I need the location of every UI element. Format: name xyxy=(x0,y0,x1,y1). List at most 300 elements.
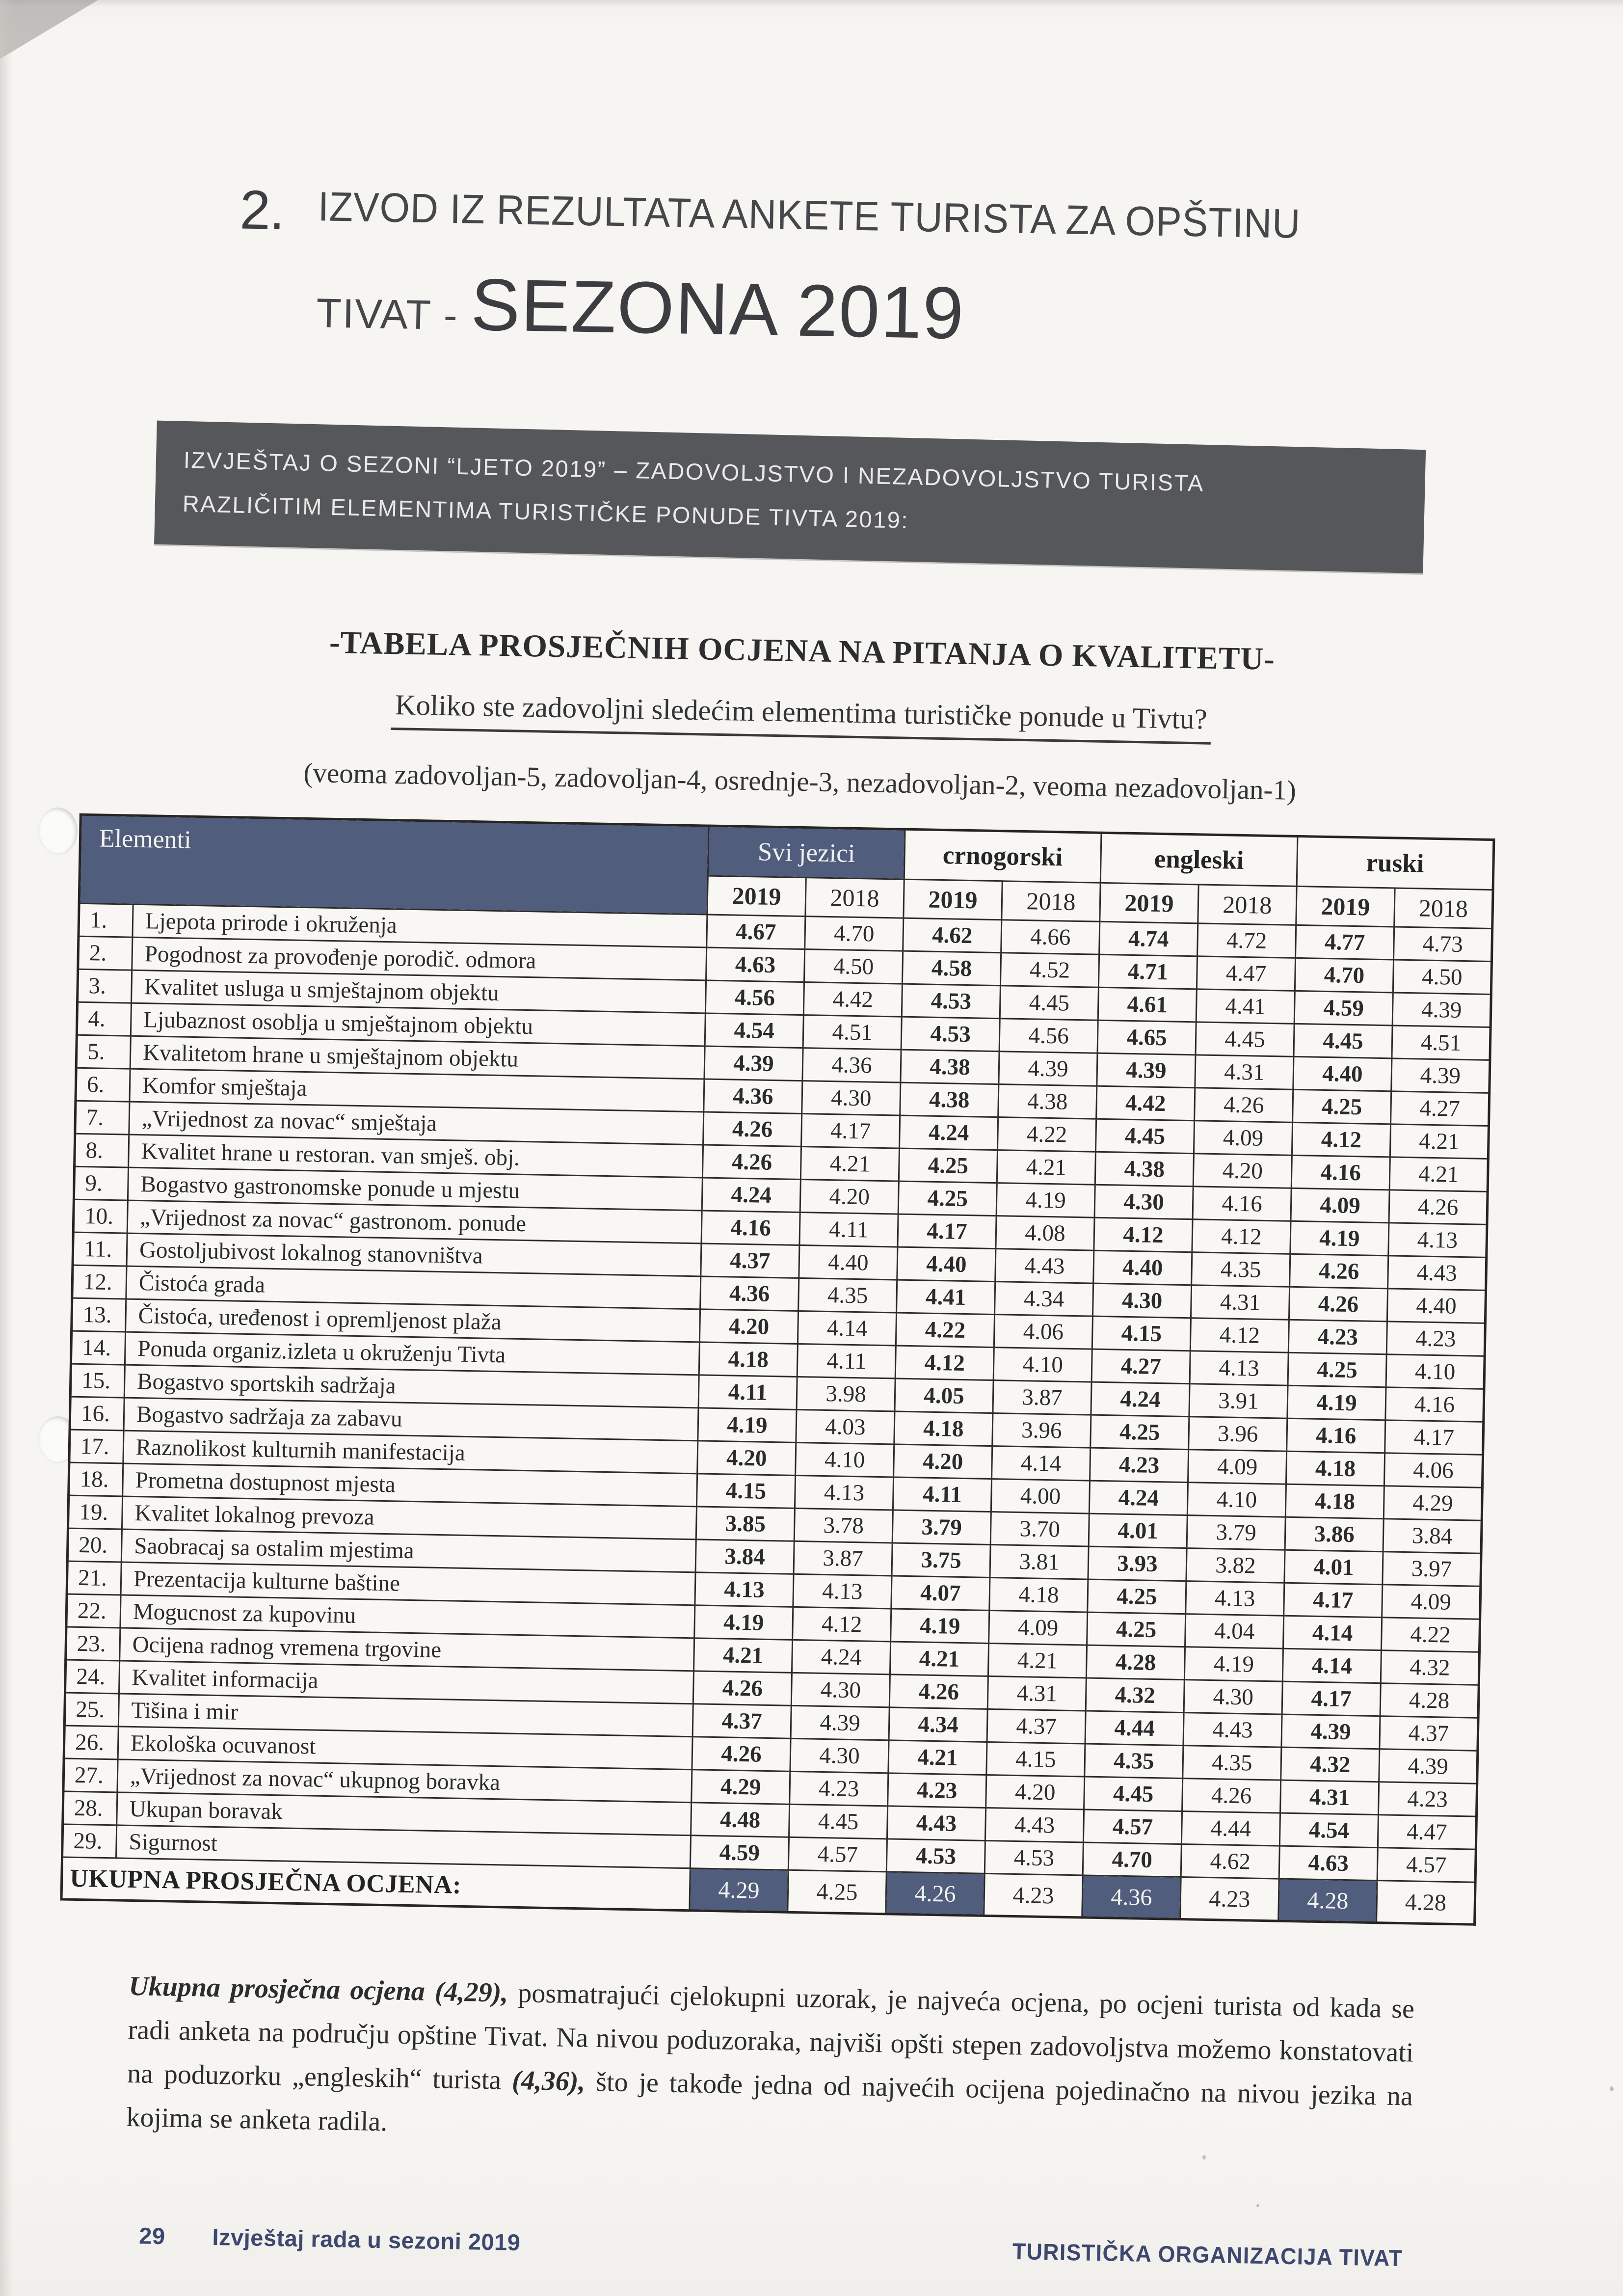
rating-value: 4.12 xyxy=(1192,1219,1291,1254)
rating-value: 4.37 xyxy=(1380,1716,1478,1751)
ratings-table xyxy=(60,813,1495,1926)
rating-value: 3.84 xyxy=(695,1540,794,1574)
rating-value: 4.26 xyxy=(1290,1254,1388,1289)
row-number: 12. xyxy=(72,1266,127,1299)
rating-value: 4.23 xyxy=(1090,1448,1189,1483)
rating-value: 4.14 xyxy=(798,1311,896,1346)
year-header: 2019 xyxy=(904,880,1002,920)
rating-value: 4.05 xyxy=(895,1378,993,1413)
rating-value: 4.41 xyxy=(897,1280,995,1315)
total-value: 4.36 xyxy=(1082,1875,1181,1919)
row-label: Kvalitet informacija xyxy=(119,1661,693,1704)
row-number: 13. xyxy=(72,1298,126,1332)
title-line-1: IZVOD IZ REZULTATA ANKETE TURISTA ZA OPŠTINU xyxy=(318,183,1302,247)
rating-value: 4.10 xyxy=(796,1443,894,1478)
rating-value: 4.17 xyxy=(801,1114,900,1149)
rating-value: 4.71 xyxy=(1098,955,1197,990)
rating-value: 4.38 xyxy=(900,1082,999,1117)
page-footer xyxy=(139,2222,1403,2272)
rating-value: 4.25 xyxy=(1091,1415,1189,1450)
rating-value: 4.43 xyxy=(995,1249,1094,1284)
rating-value: 4.74 xyxy=(1099,922,1198,957)
rating-value: 4.45 xyxy=(1294,1024,1392,1059)
rating-value: 4.38 xyxy=(901,1050,999,1085)
row-number: 2. xyxy=(78,937,133,971)
year-header: 2018 xyxy=(805,878,904,918)
rating-value: 4.12 xyxy=(793,1607,891,1642)
scan-speckle xyxy=(1610,2086,1614,2091)
rating-value: 4.26 xyxy=(889,1675,988,1709)
question-wrap xyxy=(0,681,1613,752)
col-group-crnogorski: crnogorski xyxy=(904,830,1101,883)
rating-value: 4.44 xyxy=(1085,1711,1184,1746)
rating-value: 4.42 xyxy=(1096,1086,1195,1121)
document-title xyxy=(238,179,1622,367)
rating-value: 4.30 xyxy=(802,1081,901,1116)
rating-value: 4.18 xyxy=(1285,1485,1384,1519)
row-label: Ljubaznost osoblja u smještajnom objektu xyxy=(131,1003,705,1047)
rating-value: 4.16 xyxy=(1291,1156,1390,1190)
rating-value: 4.48 xyxy=(691,1803,790,1837)
rating-value: 3.70 xyxy=(990,1512,1089,1547)
row-label: Ponuda organiz.izleta u okruženju Tivta xyxy=(125,1332,699,1375)
rating-value: 4.15 xyxy=(1092,1317,1191,1351)
rating-value: 4.52 xyxy=(1000,953,1099,988)
rating-value: 4.14 xyxy=(992,1446,1091,1481)
row-number: 9. xyxy=(74,1167,128,1201)
table-heading: -TABELA PROSJEČNIH OCJENA NA PITANJA O KVALITETU- xyxy=(329,625,1276,677)
row-label: Kvalitet hrane u restoran. van smješ. obj. xyxy=(129,1135,703,1178)
rating-value: 4.40 xyxy=(1093,1251,1192,1286)
total-value: 4.23 xyxy=(1180,1877,1279,1921)
row-number: 6. xyxy=(76,1068,130,1102)
row-label: Ocijena radnog vremena trgovine xyxy=(120,1628,694,1671)
rating-value: 4.30 xyxy=(1094,1185,1193,1220)
rating-value: 4.23 xyxy=(1386,1322,1485,1356)
rating-value: 4.21 xyxy=(800,1147,899,1182)
row-number: 19. xyxy=(68,1495,122,1529)
row-label: Čistoća grada xyxy=(126,1266,701,1309)
row-number: 26. xyxy=(64,1726,118,1759)
rating-value: 4.25 xyxy=(1088,1579,1186,1614)
row-label: „Vrijednost za novac“ ukupnog boravka xyxy=(117,1759,692,1803)
row-label: Prometna dostupnost mjesta xyxy=(123,1463,697,1507)
rating-value: 4.53 xyxy=(886,1839,985,1874)
row-label: Kvalitetom hrane u smještajnom objektu xyxy=(130,1036,705,1080)
row-number: 21. xyxy=(67,1561,121,1595)
rating-value: 4.56 xyxy=(705,980,804,1015)
rating-value: 4.20 xyxy=(697,1441,796,1476)
rating-value: 4.19 xyxy=(698,1408,797,1443)
rating-value: 4.19 xyxy=(694,1605,793,1640)
table-body xyxy=(62,904,1492,1883)
rating-value: 4.26 xyxy=(1195,1088,1293,1123)
row-label: Mogucnost za kupovinu xyxy=(120,1595,695,1638)
rating-value: 4.22 xyxy=(1381,1618,1480,1652)
row-label: Pogodnost za provođenje porodič. odmora xyxy=(132,938,707,981)
rating-value: 3.97 xyxy=(1383,1552,1481,1587)
rating-value: 4.16 xyxy=(701,1211,800,1245)
rating-value: 4.38 xyxy=(1095,1152,1194,1187)
rating-value: 4.09 xyxy=(1188,1450,1287,1485)
rating-value: 4.63 xyxy=(706,947,805,982)
rating-value: 4.50 xyxy=(1393,960,1491,995)
rating-value: 4.09 xyxy=(989,1611,1088,1646)
rating-value: 4.70 xyxy=(1295,958,1393,993)
banner-line-1: IZVJEŠTAJ O SEZONI “LJETO 2019” – ZADOVOLJSTVO I NEZADOVOLJSTVO TURISTA xyxy=(183,447,1205,497)
rating-value: 4.62 xyxy=(903,918,1002,953)
rating-value: 4.50 xyxy=(804,949,903,984)
rating-value: 4.19 xyxy=(891,1609,989,1644)
rating-value: 4.51 xyxy=(803,1015,902,1050)
rating-value: 4.26 xyxy=(1289,1287,1387,1322)
row-label: Tišina i mir xyxy=(118,1694,693,1737)
year-header: 2018 xyxy=(1394,888,1493,929)
rating-value: 4.30 xyxy=(1093,1284,1192,1319)
rating-value: 4.10 xyxy=(1187,1483,1286,1517)
rating-value: 4.13 xyxy=(795,1476,893,1511)
row-label: Bogastvo sadržaja za zabavu xyxy=(124,1398,698,1441)
row-number: 28. xyxy=(63,1791,117,1825)
rating-value: 4.30 xyxy=(790,1739,889,1774)
rating-value: 4.25 xyxy=(899,1148,997,1183)
rating-value: 4.66 xyxy=(1001,920,1100,955)
row-number: 27. xyxy=(63,1758,118,1792)
rating-value: 4.21 xyxy=(888,1740,987,1775)
rating-value: 4.20 xyxy=(800,1180,899,1215)
rating-value: 4.47 xyxy=(1197,956,1295,991)
rating-value: 4.16 xyxy=(1193,1187,1291,1221)
col-group-svi-jezici: Svi jezici xyxy=(708,826,905,879)
rating-value: 4.21 xyxy=(1390,1124,1489,1159)
rating-value: 4.35 xyxy=(798,1278,897,1313)
rating-value: 4.15 xyxy=(696,1474,795,1509)
row-number: 11. xyxy=(73,1233,127,1267)
rating-value: 4.39 xyxy=(1379,1749,1478,1784)
rating-value: 3.93 xyxy=(1088,1546,1187,1581)
rating-value: 4.11 xyxy=(799,1213,898,1247)
title-sezona: SEZONA 2019 xyxy=(470,263,965,355)
rating-value: 3.86 xyxy=(1285,1517,1384,1552)
rating-value: 4.17 xyxy=(898,1214,996,1249)
row-number: 1. xyxy=(79,904,133,938)
total-value: 4.28 xyxy=(1278,1879,1377,1923)
rating-value: 4.31 xyxy=(1195,1055,1294,1090)
rating-value: 3.91 xyxy=(1189,1384,1288,1419)
rating-value: 4.19 xyxy=(996,1183,1095,1218)
rating-value: 4.53 xyxy=(902,984,1000,1019)
rating-value: 4.29 xyxy=(1384,1486,1482,1521)
row-number: 23. xyxy=(66,1627,120,1661)
rating-value: 4.29 xyxy=(692,1770,790,1805)
rating-value: 4.26 xyxy=(703,1112,802,1147)
col-group-ruski: ruski xyxy=(1297,837,1494,890)
rating-value: 4.27 xyxy=(1091,1350,1190,1384)
row-number: 15. xyxy=(70,1364,125,1398)
row-label: „Vrijednost za novac“ gastronom. ponude xyxy=(127,1200,702,1243)
rating-value: 4.65 xyxy=(1097,1021,1196,1055)
rating-value: 4.38 xyxy=(998,1084,1097,1119)
rating-value: 4.10 xyxy=(1386,1354,1485,1389)
rating-value: 4.70 xyxy=(1083,1842,1181,1877)
rating-value: 4.32 xyxy=(1086,1678,1184,1713)
rating-value: 4.43 xyxy=(887,1806,985,1841)
rating-value: 4.35 xyxy=(1192,1252,1290,1287)
row-number: 14. xyxy=(71,1331,125,1365)
row-label: Bogastvo gastronomske ponude u mjestu xyxy=(128,1168,702,1211)
row-number: 10. xyxy=(73,1200,128,1234)
title-line-2 xyxy=(316,260,1362,363)
row-label: Ljepota prirode i okruženja xyxy=(133,905,707,948)
total-value: 4.26 xyxy=(886,1872,984,1916)
rating-value: 4.13 xyxy=(1186,1581,1284,1616)
rating-value: 3.96 xyxy=(992,1413,1091,1448)
rating-value: 4.24 xyxy=(900,1115,998,1150)
rating-value: 4.01 xyxy=(1284,1550,1383,1585)
rating-value: 4.20 xyxy=(986,1775,1085,1810)
rating-value: 4.39 xyxy=(1391,1058,1490,1093)
rating-value: 4.30 xyxy=(791,1673,890,1708)
rating-value: 4.11 xyxy=(698,1375,797,1410)
total-value: 4.23 xyxy=(984,1874,1083,1918)
rating-value: 4.21 xyxy=(890,1642,988,1676)
row-label: Kvalitet lokalnog prevoza xyxy=(122,1496,696,1540)
rating-value: 4.19 xyxy=(1290,1221,1389,1256)
rating-value: 4.35 xyxy=(1085,1744,1183,1779)
row-number: 8. xyxy=(75,1134,129,1168)
rating-value: 4.12 xyxy=(1190,1318,1289,1353)
rating-value: 3.78 xyxy=(794,1509,893,1543)
row-label: Bogastvo sportskih sadržaja xyxy=(124,1365,699,1408)
rating-value: 4.18 xyxy=(1286,1452,1384,1486)
rating-value: 3.96 xyxy=(1189,1417,1287,1452)
rating-value: 4.59 xyxy=(1294,991,1393,1026)
rating-value: 4.30 xyxy=(1184,1680,1282,1715)
footer-page-number: 29 xyxy=(138,2222,166,2249)
year-header: 2019 xyxy=(1100,883,1198,924)
row-number: 16. xyxy=(70,1397,124,1431)
row-number: 24. xyxy=(65,1660,120,1694)
rating-scale-note: (veoma zadovoljan-5, zadovoljan-4, osrednje-3, nezadovoljan-2, veoma nezadovoljan-1) xyxy=(303,757,1297,807)
rating-value: 4.45 xyxy=(1000,986,1098,1021)
total-value: 4.25 xyxy=(788,1870,887,1915)
rating-value: 4.39 xyxy=(704,1046,803,1081)
row-label: Čistoća, uređenost i opremljenost plaža xyxy=(126,1299,700,1342)
rating-value: 4.22 xyxy=(896,1313,994,1348)
rating-value: 4.25 xyxy=(1288,1353,1386,1388)
rating-value: 4.27 xyxy=(1391,1091,1490,1126)
rating-value: 4.44 xyxy=(1181,1811,1280,1846)
rating-value: 4.13 xyxy=(1190,1351,1288,1386)
rating-value: 4.72 xyxy=(1197,923,1296,958)
rating-value: 4.54 xyxy=(1279,1813,1378,1848)
rating-value: 4.37 xyxy=(987,1709,1086,1744)
rating-value: 4.37 xyxy=(701,1243,799,1278)
row-number: 4. xyxy=(77,1002,131,1036)
row-label: Kvalitet usluga u smještajnom objektu xyxy=(132,971,706,1014)
row-number: 7. xyxy=(75,1101,130,1135)
footer-left xyxy=(139,2222,521,2256)
rating-value: 4.21 xyxy=(988,1644,1087,1678)
row-label: Saobracaj sa ostalim mjestima xyxy=(121,1529,696,1572)
rating-value: 4.23 xyxy=(888,1773,986,1808)
rating-value: 4.13 xyxy=(793,1574,892,1609)
rating-value: 4.23 xyxy=(790,1772,888,1807)
year-header: 2018 xyxy=(1198,885,1297,925)
row-number: 5. xyxy=(76,1035,131,1069)
rating-value: 4.13 xyxy=(1388,1223,1487,1258)
rating-value: 4.00 xyxy=(991,1479,1090,1514)
rating-value: 4.11 xyxy=(797,1344,896,1379)
rating-value: 4.19 xyxy=(1287,1386,1386,1421)
banner-line-2: RAZLIČITIM ELEMENTIMA TURISTIČKE PONUDE TIVTA 2019: xyxy=(182,490,909,534)
rating-value: 4.16 xyxy=(1287,1419,1385,1454)
rating-value: 4.31 xyxy=(1191,1285,1289,1320)
year-header: 2019 xyxy=(707,876,806,917)
rating-value: 3.81 xyxy=(990,1545,1089,1580)
survey-question: Koliko ste zadovoljni sledećim elementima turističke ponude u Tivtu? xyxy=(391,688,1211,745)
rating-value: 4.45 xyxy=(1084,1777,1183,1811)
rating-value: 4.17 xyxy=(1284,1583,1383,1618)
title-lines xyxy=(316,184,1364,363)
rating-value: 4.36 xyxy=(704,1079,802,1114)
rating-value: 4.56 xyxy=(999,1019,1098,1053)
rating-value: 3.98 xyxy=(797,1377,895,1412)
rating-value: 4.59 xyxy=(690,1836,789,1870)
year-header: 2018 xyxy=(1002,881,1100,922)
rating-value: 4.23 xyxy=(1288,1320,1387,1355)
total-label: UKUPNA PROSJEČNA OCJENA: xyxy=(61,1857,690,1911)
footer-report-label: Izvještaj rada u sezoni 2019 xyxy=(212,2224,521,2256)
rating-value: 4.12 xyxy=(1292,1123,1390,1158)
col-header-elementi: Elementi xyxy=(79,815,709,915)
rating-value: 4.26 xyxy=(693,1671,792,1706)
rating-value: 4.43 xyxy=(1388,1256,1487,1291)
rating-value: 4.13 xyxy=(695,1572,794,1607)
rating-value: 4.26 xyxy=(1182,1779,1281,1813)
rating-value: 4.21 xyxy=(997,1150,1095,1185)
row-number: 18. xyxy=(69,1462,123,1496)
rating-value: 4.26 xyxy=(692,1737,791,1772)
rating-value: 4.45 xyxy=(1095,1119,1194,1154)
commentary-segment: (4,36), xyxy=(511,2065,586,2097)
row-number: 22. xyxy=(66,1594,121,1628)
rating-value: 4.32 xyxy=(1281,1748,1380,1783)
rating-value: 4.40 xyxy=(897,1247,996,1282)
commentary-paragraph xyxy=(126,1965,1415,2162)
rating-value: 4.37 xyxy=(692,1704,791,1739)
commentary-segment: što je takođe jedna od najvećih ocijena pojedinačno na nivou jezika na kojima se anketa radila. xyxy=(126,2066,1413,2137)
rating-value: 4.18 xyxy=(989,1578,1088,1613)
rating-value: 4.39 xyxy=(1097,1053,1196,1088)
row-number: 20. xyxy=(67,1528,122,1562)
rating-value: 4.09 xyxy=(1291,1189,1389,1223)
rating-value: 4.03 xyxy=(796,1410,895,1445)
rating-value: 4.11 xyxy=(893,1477,991,1512)
rating-value: 4.22 xyxy=(997,1117,1096,1152)
rating-value: 3.79 xyxy=(1187,1515,1285,1550)
rating-value: 4.08 xyxy=(996,1216,1094,1251)
rating-value: 4.24 xyxy=(702,1178,800,1213)
rating-value: 4.31 xyxy=(1280,1781,1379,1815)
row-label: „Vrijednost za novac“ smještaja xyxy=(129,1102,704,1145)
rating-value: 4.07 xyxy=(891,1576,990,1611)
row-label: Ekološka ocuvanost xyxy=(118,1727,692,1770)
rating-value: 4.18 xyxy=(699,1342,798,1377)
rating-value: 4.40 xyxy=(799,1245,898,1280)
rating-value: 4.20 xyxy=(699,1309,798,1344)
rating-value: 4.19 xyxy=(1184,1647,1283,1682)
rating-value: 4.32 xyxy=(1381,1650,1479,1685)
rating-value: 4.14 xyxy=(1282,1649,1381,1684)
rating-value: 4.20 xyxy=(894,1444,992,1479)
row-label: Raznolikost kulturnih manifestacija xyxy=(123,1431,698,1474)
title-tivat: TIVAT - xyxy=(316,290,472,339)
rating-value: 4.26 xyxy=(702,1145,801,1180)
row-label: Prezentacija kulturne baštine xyxy=(121,1562,695,1605)
total-value: 4.28 xyxy=(1377,1881,1476,1925)
rating-value: 4.31 xyxy=(987,1676,1086,1711)
rating-value: 4.54 xyxy=(705,1013,803,1048)
rating-value: 3.79 xyxy=(892,1510,991,1545)
year-header: 2019 xyxy=(1296,887,1395,927)
row-number: 3. xyxy=(78,970,132,1003)
rating-value: 4.04 xyxy=(1185,1614,1284,1649)
col-group-engleski: engleski xyxy=(1100,833,1298,887)
rating-value: 4.06 xyxy=(994,1315,1092,1350)
rating-value: 4.45 xyxy=(789,1805,887,1839)
rating-value: 4.57 xyxy=(1083,1810,1182,1844)
rating-value: 4.28 xyxy=(1086,1645,1185,1680)
rating-value: 4.53 xyxy=(901,1017,1000,1052)
rating-value: 3.87 xyxy=(993,1380,1091,1415)
rating-value: 4.40 xyxy=(1387,1289,1486,1324)
rating-value: 4.42 xyxy=(803,982,902,1017)
rating-value: 4.53 xyxy=(984,1841,1083,1876)
rating-value: 4.41 xyxy=(1196,989,1295,1024)
rating-value: 4.43 xyxy=(1183,1713,1282,1748)
rating-value: 4.51 xyxy=(1392,1026,1490,1060)
rating-value: 4.73 xyxy=(1394,927,1492,962)
rating-value: 4.16 xyxy=(1385,1387,1484,1422)
rating-value: 4.36 xyxy=(802,1048,901,1083)
rating-value: 3.84 xyxy=(1383,1519,1482,1554)
rating-value: 4.63 xyxy=(1279,1846,1378,1881)
rating-value: 4.25 xyxy=(898,1181,997,1216)
rating-value: 4.34 xyxy=(889,1707,987,1742)
row-label: Sigurnost xyxy=(116,1825,691,1868)
rating-value: 4.45 xyxy=(1196,1022,1294,1057)
title-number: 2. xyxy=(239,179,285,241)
rating-value: 4.09 xyxy=(1194,1121,1292,1156)
rating-value: 4.01 xyxy=(1089,1513,1187,1548)
footer-organization: TURISTIČKA ORGANIZACIJA TIVAT xyxy=(1012,2238,1403,2271)
rating-value: 4.17 xyxy=(1282,1682,1381,1717)
rating-value: 4.21 xyxy=(693,1638,792,1673)
rating-value: 4.34 xyxy=(995,1282,1093,1317)
rating-value: 4.25 xyxy=(1293,1090,1391,1125)
rating-value: 4.77 xyxy=(1296,925,1394,960)
rating-value: 4.12 xyxy=(1094,1218,1193,1253)
row-label: Komfor smještaja xyxy=(130,1069,704,1112)
rating-value: 3.82 xyxy=(1186,1548,1285,1583)
rating-value: 4.43 xyxy=(985,1808,1084,1843)
row-number: 29. xyxy=(62,1824,117,1858)
rating-value: 4.39 xyxy=(1392,993,1491,1027)
rating-value: 4.18 xyxy=(894,1411,993,1446)
rating-value: 4.58 xyxy=(902,951,1001,986)
rating-value: 4.62 xyxy=(1181,1844,1279,1879)
